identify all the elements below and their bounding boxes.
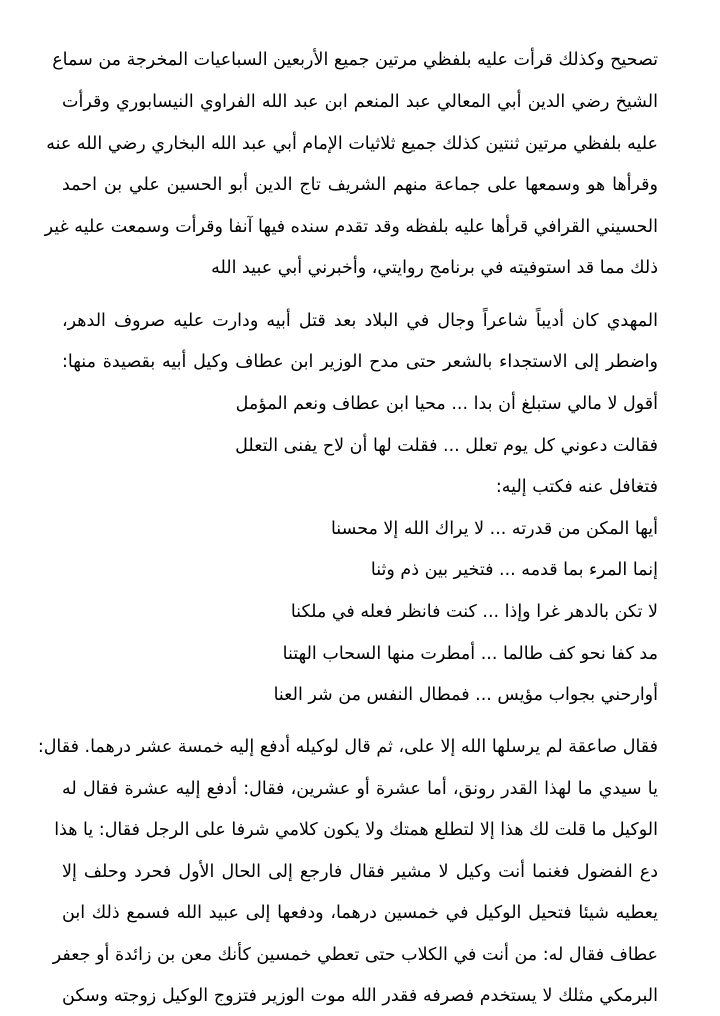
verse-line: إنما المرء بما قدمه ... فتخير بين ذم وثنا bbox=[370, 560, 658, 580]
text-line: المهدي كان أديباً شاعراً وجال في البلاد بعد قتل أبيه ودارت عليه صروف الدهر، bbox=[62, 311, 658, 331]
text-line: عليه بلفظي مرتين ثنتين كذلك جميع ثلاثيات الإمام أبي عبد الله البخاري رضي الله عنه bbox=[46, 134, 658, 154]
verse-line: أيها المكن من قدرته ... لا يراك الله إلا محسنا bbox=[330, 519, 658, 539]
text-line: البرمكي مثلك لا يستخدم فصرفه فقدر الله موت الوزير فتزوج الوكيل زوجته وسكن bbox=[62, 986, 658, 1006]
text-line: تصحيح وكذلك قرأت عليه بلفظي مرتين جميع الأربعين السباعيات المخرجة من سماع bbox=[52, 50, 658, 70]
text-line: ذلك مما قد استوفيته في برنامج روايتي، وأخبرني أبي عبيد الله bbox=[211, 258, 658, 278]
verse-line: لا تكن بالدهر غرا وإذا ... كنت فانظر فعله في ملكنا bbox=[290, 602, 658, 622]
text-line: الحسيني القرافي قرأها عليه بلفظه وقد تقدم سنده فيها آنفا وقرأت وسمعت عليه غير bbox=[44, 217, 658, 237]
verse-line: فقالت دعوني كل يوم تعلل ... فقلت لها أن لاح يفنى التعلل bbox=[235, 436, 658, 456]
transition-line: فتغافل عنه فكتب إليه: bbox=[495, 477, 658, 497]
text-line: يعطيه شيئا فتحيل الوكيل في خمسين درهما، ودفعها إلى عبيد الله فسمع ذلك ابن bbox=[62, 903, 658, 923]
verse-line: أوارحني بجواب مؤيس ... فمطال النفس من شر العنا bbox=[273, 685, 658, 705]
text-line: فقال صاعقة لم يرسلها الله إلا على، ثم قال لوكيله أدفع إليه خمسة عشر درهما. فقال: bbox=[37, 737, 658, 757]
text-line: الشيخ رضي الدين أبي المعالي عبد المنعم ابن عبد الله الفراوي النيسابوري وقرأت bbox=[62, 92, 658, 112]
text-line: يا سيدي ما لهذا القدر رونق، أما عشرة أو عشرين، فقال: أدفع إليه عشرة فقال له bbox=[62, 779, 658, 799]
text-line: عطاف فقال له: من أنت في الكلاب حتى تعطي خمسين كأنك معن بن زائدة أو جعفر bbox=[52, 945, 658, 965]
text-line: وقرأها هو وسمعها على جماعة منهم الشريف تاج الدين أبو الحسين علي بن احمد bbox=[62, 175, 658, 195]
text-line: واضطر إلى الاستجداء بالشعر حتى مدح الوزير ابن عطاف وكيل أبيه بقصيدة منها: bbox=[62, 352, 658, 372]
text-line: دع الفضول فغنما أنت وكيل لا مشير فقال فارجع إلى الحال الأول فحرد وحلف إلا bbox=[62, 862, 658, 882]
text-line: الوكيل ما قلت لك هذا إلا لتطلع همتك ولا يكون كلامي شرفا على الرجل فقال: يا هذا bbox=[54, 820, 658, 840]
verse-line: أقول لا مالي ستبلغ أن بدا ... محيا ابن عطاف ونعم المؤمل bbox=[235, 394, 658, 414]
verse-line: مد كفا نحو كف طالما ... أمطرت منها السحاب الهتنا bbox=[282, 644, 658, 664]
